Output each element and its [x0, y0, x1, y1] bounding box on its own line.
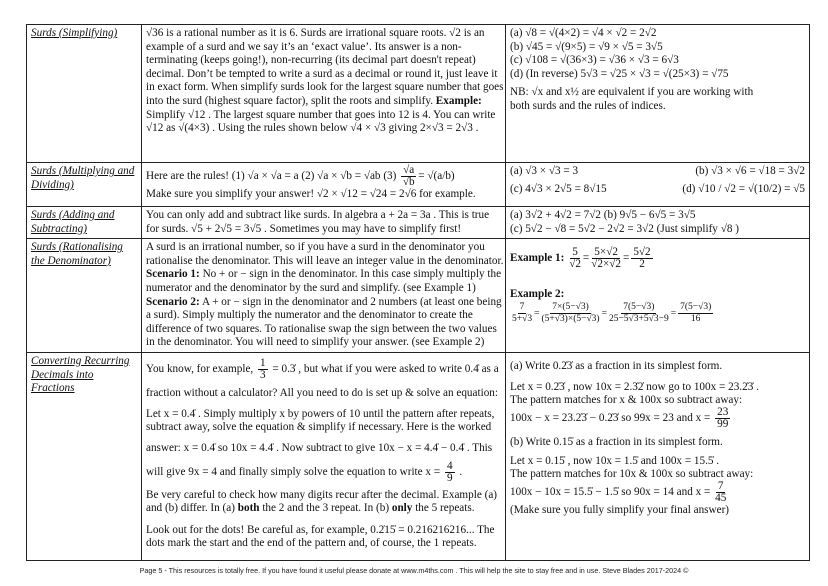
example-1: Example 1: $\frac{5}{√2}$ = $\frac{5\times√2}{√2\times√2}$ = $\frac{5√2}{2}$ [510, 246, 651, 271]
fraction [569, 247, 581, 270]
text-span: = [418, 170, 425, 183]
fraction [715, 481, 726, 504]
topic-title: Converting Recurring Decimals into Fractions [31, 354, 130, 395]
numerator: 1 [260, 356, 266, 369]
denominator: 9 [446, 471, 453, 484]
example-line: Let x = 0.2̇3̇ , now 10x = 2.3̇2̇ now go to 100x = 23.2̇3̇ . [510, 380, 759, 393]
table-row [27, 352, 810, 560]
example-2: $\frac{7}{5+√3}$ = $\frac{7\times(5-√3)}{(5+√3)\times(5-√3)}$ = $\frac{7(5-√3)}{25-5√3+5√3-9}$ = $\frac{7(5-√3)}{16}$ [512, 301, 712, 324]
fraction [258, 358, 268, 381]
topic-cell [27, 25, 142, 163]
example-line: (a) Write 0.2̇3̇ as a fraction in its simplest form. [510, 359, 723, 372]
text-span: No + or − sign in the denominator. In this case simply multiply the [199, 268, 502, 281]
topic-cell [27, 163, 142, 207]
denominator: 2 [639, 258, 645, 271]
examples-cell [506, 25, 810, 163]
bold-label: Example 1: [510, 252, 565, 265]
text-line: will give 9x = 4 and finally simply solve the equation to write x = $\frac{4}{9}$ . [146, 459, 463, 484]
text-line: A surd is an irrational number, so if you have a surd in the denominator you [146, 241, 485, 254]
text-line: numerator and the denominator by the surd and simplify. (see Example 1) [146, 281, 476, 294]
bold-label: Scenario 2: [146, 295, 200, 308]
example-line: The pattern matches for x & 100x so subtract away: [510, 393, 743, 406]
numerator: 7 [717, 479, 724, 492]
denominator: √2 [569, 258, 581, 271]
example-line: (d) (In reverse) 5√3 = √25 × √3 = √(25×3) = √75 [510, 67, 729, 80]
text-line: terminating (keeps going!), non-recurring (its decimal part doesn't repeat) [146, 54, 476, 67]
example-line: (a) 3√2 + 4√2 = 7√2 (b) 9√5 − 6√5 = 3√5 [510, 209, 696, 221]
example-line: (a) √8 = √(4×2) = √4 × √2 = 2√2 [510, 27, 657, 39]
text-line: √12 as √(4×3) . Using the rules shown below √4 × √3 giving 2×√3 = 2√3 . [146, 122, 479, 135]
example-line: (c) 5√2 − √8 = 5√2 − 2√2 = 3√2 (Just simplify √8 ) [510, 222, 739, 235]
topic-title: Surds (Multiplying and Dividing) [31, 165, 135, 191]
denominator: 45 [715, 491, 727, 504]
topic-cell [27, 352, 142, 560]
text-line: in the denominator. You will need to simplify your answer. (see Example 2) [146, 336, 485, 349]
text-line: example of a surd and we say it’s an ‘exact value’. Its answer is a non- [146, 40, 462, 53]
text-span: = 0.3̇ , but what if you were asked to write 0.4̇ as a [269, 363, 499, 376]
text-line [146, 268, 501, 282]
bold-word: only [391, 501, 413, 514]
text-line: Simplify √12 . The largest square number that goes into 12 is 4. You can write [146, 108, 496, 121]
example-line: (a) √3 × √3 = 3 [510, 165, 579, 177]
text-line: You can only add and subtract like surds. In algebra a + 2a = 3a . This is true [146, 209, 490, 221]
text-span: will give 9x = 4 and finally simply solve the equation to write x = [146, 466, 443, 479]
topic-title: Surds (Adding and Subtracting) [31, 209, 115, 235]
bold-label: Example 2: [510, 288, 565, 301]
numerator: 7(5−√3) [623, 301, 655, 312]
text-span: 100x − 10x = 15.5̇ − 1.5̇ so 90x = 14 and x = [510, 486, 714, 499]
text-line: dots mark the start and the end of the pattern and, of course, the 1 repeats. [146, 536, 477, 549]
fraction [715, 407, 730, 430]
examples-cell [506, 352, 810, 560]
text-line: a surd). Simply multiply the numerator and the denominator to create the [146, 309, 473, 322]
text-line: Be very careful to check how many digits recur after the decimal. Example (a) [146, 488, 498, 501]
denominator: (5+√3)×(5−√3) [541, 313, 600, 324]
numerator: 23 [717, 405, 729, 418]
topic-title: Surds (Simplifying) [31, 27, 118, 39]
numerator: 7(5−√3) [680, 301, 712, 312]
table-row [27, 163, 810, 207]
explanation-cell [142, 163, 506, 207]
text-line: rationalise the denominator. This will leave an integer value in the denominator. [146, 254, 504, 267]
text-span: √(a/b) [427, 170, 455, 183]
revision-table [26, 24, 810, 561]
text-span: 100x − x = 23.2̇3̇ − 0.2̇3̇ so 99x = 23 and x = [510, 412, 714, 425]
text-line: decimal. Don’t be tempted to write a surd as a decimal or round it, just leave it [146, 67, 498, 80]
text-span: Here are the rules! (1) √a × √a = a (2) √a × √b = √ab (3) [146, 170, 397, 183]
example-line: both surds and the rules of indices. [510, 99, 666, 112]
text-line: Make sure you simplify your answer! √2 × √12 = √24 = 2√6 for example. [146, 188, 476, 200]
example-line: Let x = 0.15̇ , now 10x = 1.5̇ and 100x = 15.5̇ . [510, 454, 720, 467]
table-row [27, 207, 810, 239]
text-line [146, 296, 501, 310]
examples-cell [506, 163, 810, 207]
fraction [445, 461, 455, 484]
explanation-cell [142, 25, 506, 163]
denominator: 5+√3 [512, 313, 533, 324]
numerator: 5×√2 [594, 246, 618, 259]
explanation-cell [142, 207, 506, 239]
numerator: 5√2 [633, 246, 651, 259]
text-line: in exact form. When simplify surds look for the largest square number that goes [146, 81, 504, 94]
example-line: The pattern matches for 10x & 100x so subtract away: [510, 467, 754, 480]
denominator: √b [402, 176, 415, 188]
text-line [146, 358, 501, 381]
topic-cell [27, 239, 142, 353]
example-line: (b) √45 = √(9×5) = √9 × √5 = 3√5 [510, 40, 663, 53]
text-line: subtract away, solve the equation & simplify if necessary. Here is the worked [146, 420, 492, 433]
bold-label: Example: [435, 94, 482, 107]
fraction [631, 247, 652, 270]
explanation-cell [142, 239, 506, 353]
numerator: 5 [572, 246, 578, 259]
text-line: fraction without a calculator? All you need to do is set up & solve an equation: [146, 386, 499, 399]
examples-cell [506, 239, 810, 353]
example-line [510, 481, 805, 504]
denominator: √2×√2 [591, 258, 622, 271]
table-row [27, 25, 810, 163]
example-line: (b) Write 0.15̇ as a fraction in its simplest form. [510, 435, 723, 448]
example-line [510, 407, 805, 430]
fraction [541, 302, 599, 325]
text-line [146, 502, 501, 515]
text-line: answer: x = 0.4̇ so 10x = 4.4̇ . Now subtract to give 10x − x = 4.4̇ − 0.4̇ . This [146, 441, 493, 454]
denominator: 99 [717, 417, 729, 430]
numerator: 7×(5−√3) [552, 301, 589, 312]
topic-title: Surds (Rationalising the Denominator) [31, 241, 123, 267]
text-line: Look out for the dots! Be careful as, for example, 0.2̇15̇ = 0.216216216... The [146, 523, 495, 536]
numerator: 7 [519, 301, 525, 312]
text-span: into the surd (highest square factor), split the roots and simplify. [146, 94, 436, 107]
text-span: A + or − sign in the denominator and 2 numbers (at least one being [199, 295, 502, 308]
examples-cell [506, 207, 810, 239]
explanation-cell [142, 352, 506, 560]
denominator: 16 [690, 313, 701, 324]
text-line: √36 is a rational number as it is 6. Surds are irrational square roots. √2 is an [146, 27, 485, 39]
example-line: NB: √x and x½ are equivalent if you are working with [510, 86, 754, 99]
example-line: (c) 4√3 × 2√5 = 8√15 [510, 182, 607, 195]
text-span: and (b) differ. In (a) [146, 501, 238, 514]
fraction [591, 247, 621, 270]
text-line [146, 95, 501, 109]
example-line: (b) √3 × √6 = √18 = 3√2 [695, 165, 805, 177]
fraction [401, 165, 416, 188]
fraction [678, 302, 713, 325]
topic-cell [27, 207, 142, 239]
text-line: for surds. √5 + 2√5 = 3√5 . Sometimes you may have to simplify first! [146, 222, 462, 235]
numerator: √a [403, 164, 415, 176]
table-row [27, 239, 810, 353]
text-span: You know, for example, [146, 363, 256, 376]
example-line: (Make sure you fully simplify your final answer) [510, 503, 730, 516]
fraction [609, 302, 669, 325]
example-line: (c) √108 = √(36×3) = √36 × √3 = 6√3 [510, 54, 679, 67]
bold-label: Scenario 1: [146, 268, 200, 281]
fraction [512, 302, 532, 325]
text-span: the 2 and the 3 repeat. In (b) [259, 501, 392, 514]
text-line: Let x = 0.4̇ . Simply multiply x by powers of 10 until the pattern after repeats, [146, 407, 495, 420]
example-line: (d) √10 / √2 = √(10/2) = √5 [682, 182, 805, 195]
denominator: 25−5√3+5√3−9 [608, 313, 669, 324]
page-footer: Page 5 - This resources is totally free. If you have found it useful please donate at www.m4ths.com . This will help the site to stay free and in use. Steve Blades 2017-2024 © [139, 566, 689, 575]
text-line: difference of two squares. To rationalise swap the sign between the two values [146, 322, 497, 335]
text-span: the 5 repeats. [412, 501, 475, 514]
numerator: 4 [446, 459, 453, 472]
bold-word: both [237, 501, 260, 514]
denominator: 3 [260, 368, 266, 381]
text-line [146, 165, 501, 188]
